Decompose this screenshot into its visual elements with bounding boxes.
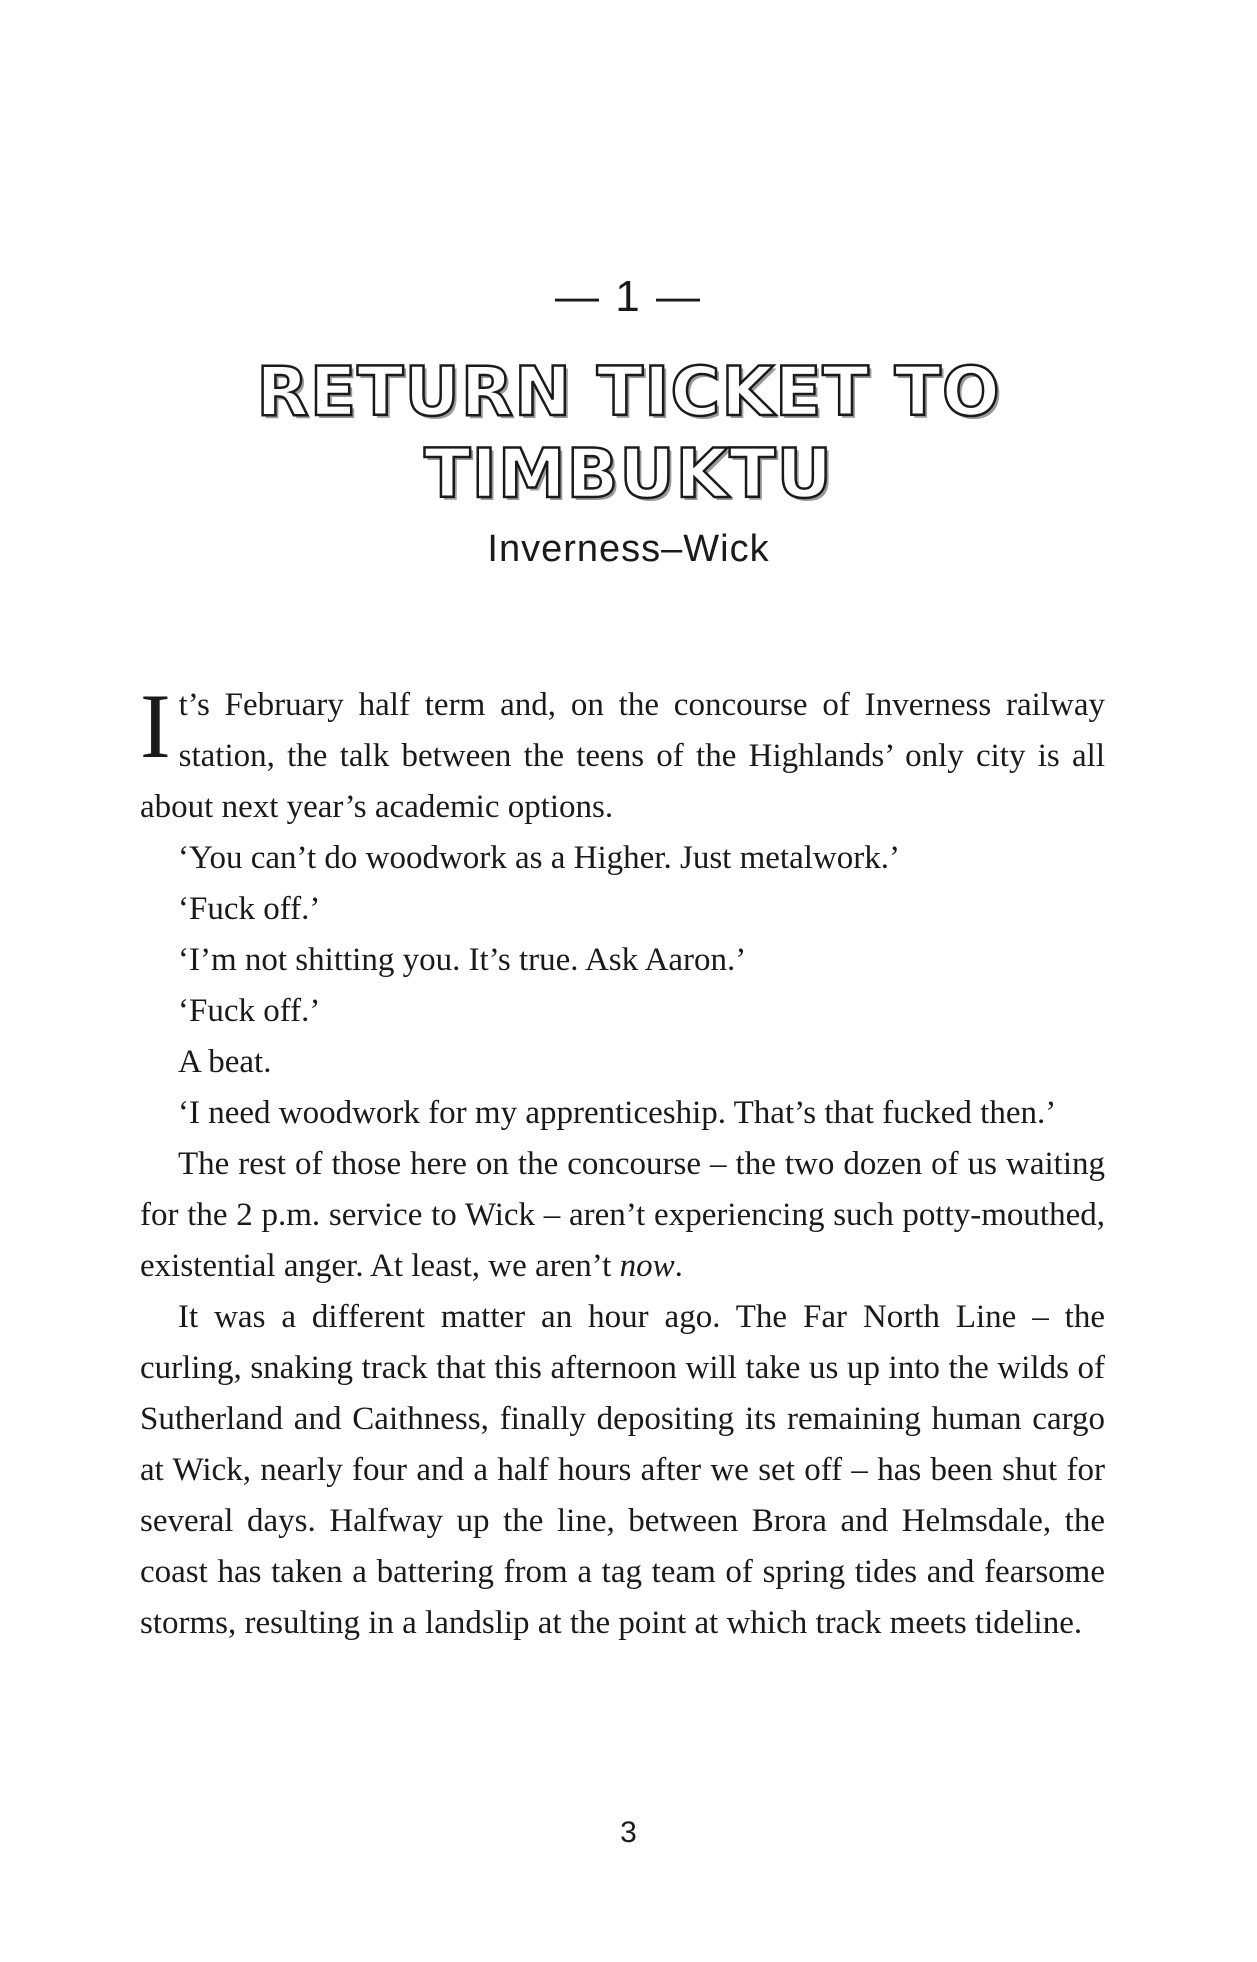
page-number: 3 <box>620 1816 637 1849</box>
paragraph-3: ‘Fuck off.’ <box>178 891 321 927</box>
chapter-title <box>0 352 1257 516</box>
paragraph-4: ‘I’m not shitting you. It’s true. Ask Aaron.’ <box>178 942 747 978</box>
paragraph-8-italic: now <box>619 1248 675 1284</box>
paragraph-1 <box>140 675 1105 833</box>
paragraph-6: A beat. <box>178 1044 272 1080</box>
paragraph-1-text: t’s February half term and, on the concourse of Inverness railway station, the talk between the teens of the Highlands’ only city is all about next year’s academic options. <box>140 687 1105 825</box>
paragraph-8-text: The rest of those here on the concourse – the two dozen of us waiting for the 2 p.m. service to Wick – aren’t experiencing such potty-mouthed, existential anger. At least, we aren’t <box>140 1146 1105 1284</box>
chapter-number: — 1 — <box>555 272 702 321</box>
body-text <box>140 675 1105 1649</box>
paragraph-9: It was a different matter an hour ago. The Far North Line – the curling, snaking track that this afternoon will take us up into the wilds of Sutherland and Caithness, finally depositing its remaining human cargo at Wick, nearly four and a half hours after we set off – has been shut for several days. Halfway up the line, between Brora and Helmsdale, the coast has taken a battering from a tag team of spring tides and fearsome storms, resulting in a landslip at the point at which track meets tideline. <box>140 1299 1105 1641</box>
chapter-title-line-2: TIMBUKTU <box>424 435 833 514</box>
chapter-title-line-1: RETURN TICKET TO <box>256 353 1001 432</box>
drop-cap: I <box>140 675 171 777</box>
paragraph-5: ‘Fuck off.’ <box>178 993 321 1029</box>
paragraph-8-end: . <box>674 1248 683 1284</box>
chapter-subtitle: Inverness–Wick <box>487 528 770 570</box>
paragraph-8 <box>140 1139 1105 1292</box>
paragraph-7: ‘I need woodwork for my apprenticeship. That’s that fucked then.’ <box>178 1095 1057 1131</box>
paragraph-2: ‘You can’t do woodwork as a Higher. Just metalwork.’ <box>178 840 900 876</box>
